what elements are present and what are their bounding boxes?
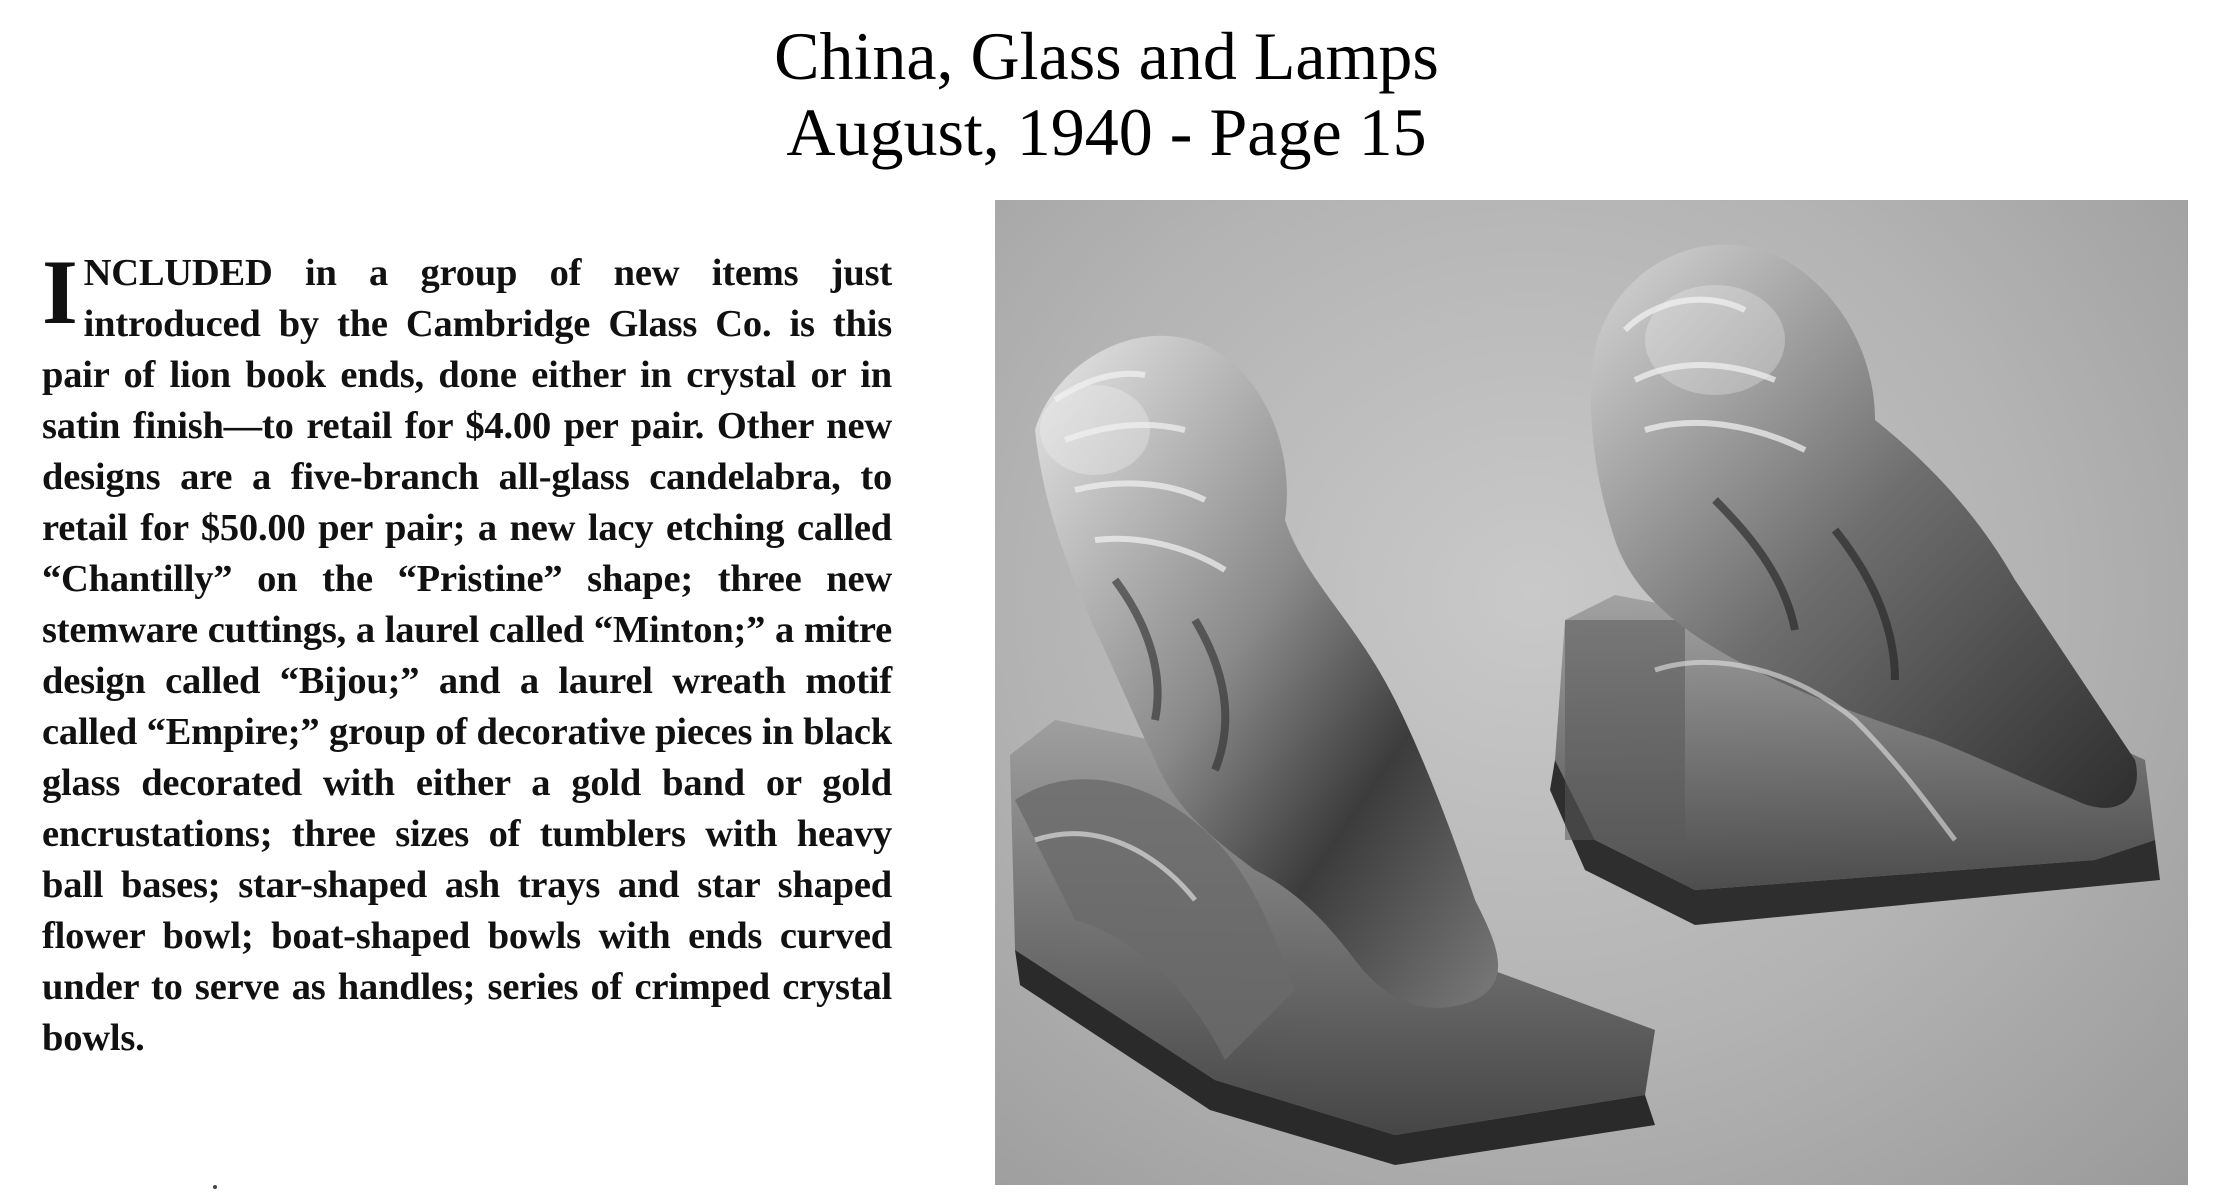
publication-title: China, Glass and Lamps (774, 18, 1439, 94)
page-header (0, 18, 2213, 170)
lion-bookends-photo (995, 200, 2188, 1185)
print-speck (213, 1185, 217, 1189)
lion-bookends-illustration (995, 200, 2188, 1185)
right-lion-bookend (1550, 244, 2160, 925)
article-body: NCLUDED in a group of new items just introduced by the Cambridge Glass Co. is this pair of lion book ends, done either in crystal or in satin finish—to retail for $4.00 per pair. Other new designs are a five-branch all-glass candelabra, to retail for $50.00 per pair; a new lacy etching called “Chantilly” on the “Pristine” shape; three new stemware cuttings, a laurel called “Minton;” a mitre design called “Bijou;” and a laurel wreath motif called “Empire;” group of decorative pieces in black glass decorated with either a gold band or gold encrustations; three sizes of tumblers with heavy ball bases; star-shaped ash trays and star shaped flower bowl; boat-shaped bowls with ends curved under to serve as handles; series of crimped crystal bowls. (42, 252, 892, 1059)
drop-cap: I (42, 241, 78, 343)
issue-date-page: August, 1940 - Page 15 (786, 94, 1427, 170)
article-text (42, 241, 892, 1064)
